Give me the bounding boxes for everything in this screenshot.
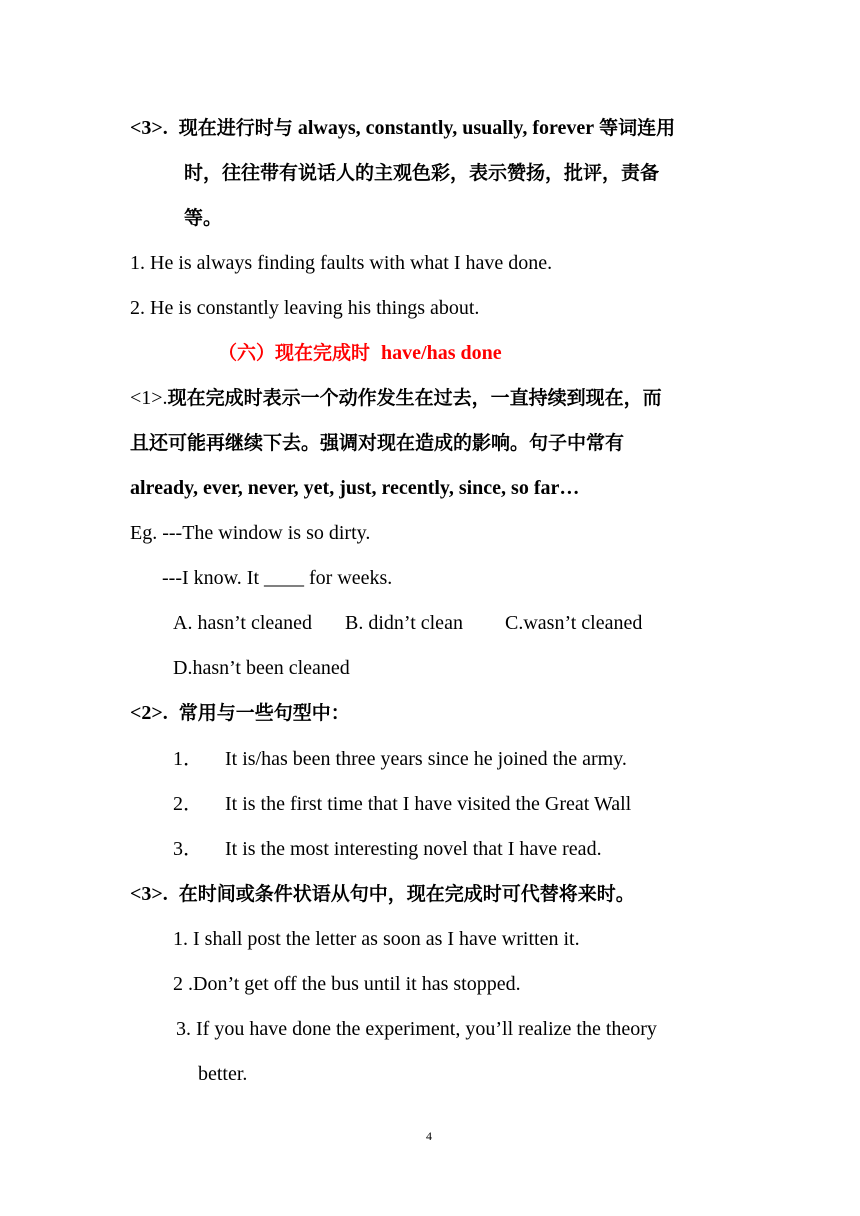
p3-text: 在时间或条件状语从句中，现在完成时可代替将来时。 [178, 883, 635, 905]
eg-line2: ---I know. It ____ for weeks. [162, 567, 393, 589]
p2-item-2 [173, 790, 631, 818]
p2-item-number: 2． [173, 793, 203, 815]
section3-label: <3>. [130, 117, 168, 139]
section3-title-line1 [130, 114, 675, 142]
p2-item-number: 1． [173, 748, 203, 770]
p3-heading [130, 880, 635, 908]
section3-example-1: 1. He is always finding faults with what I have done. [130, 252, 553, 274]
p1-keywords: already, ever, never, yet, just, recently, since, so far… [130, 477, 580, 499]
eg-option-a: A. hasn’t cleaned [173, 612, 313, 634]
p1-text-line1: 现在完成时表示一个动作发生在过去，一直持续到现在，而 [167, 387, 662, 409]
eg-line1: Eg. ---The window is so dirty. [130, 522, 371, 544]
eg-option-c: C.wasn’t cleaned [505, 612, 643, 634]
p2-heading [130, 699, 350, 727]
page-number: 4 [426, 1129, 432, 1143]
p3-label: <3>. [130, 883, 168, 905]
section3-text-cn1: 现在进行时与 [178, 117, 293, 139]
p1-label: <1>. [130, 387, 168, 409]
p2-item-1 [173, 745, 627, 773]
p3-item-1: 1. I shall post the letter as soon as I have written it. [173, 928, 580, 950]
section3-title-line2: 时，往往带有说话人的主观色彩，表示赞扬，批评，责备 [184, 162, 660, 184]
p2-item-text: It is/has been three years since he joined the army. [225, 748, 627, 770]
p2-item-number: 3． [173, 838, 203, 860]
p2-item-text: It is the first time that I have visited the Great Wall [225, 793, 632, 815]
section3-title-line3: 等。 [184, 207, 223, 229]
p3-item-3: 3. If you have done the experiment, you’ll realize the theory [176, 1018, 657, 1040]
section3-text-cn2: 等词连用 [599, 117, 676, 139]
p1-line1 [130, 384, 662, 412]
section6-heading-en: have/has done [381, 342, 502, 364]
p2-text: 常用与一些句型中： [178, 702, 350, 724]
p2-label: <2>. [130, 702, 168, 724]
p2-item-3 [173, 835, 602, 863]
p3-item-2: 2 .Don’t get off the bus until it has stopped. [173, 973, 521, 995]
section6-heading [218, 339, 502, 367]
p1-line2: 且还可能再继续下去。强调对现在造成的影响。句子中常有 [130, 432, 625, 454]
section3-example-2: 2. He is constantly leaving his things about. [130, 297, 480, 319]
section3-keywords: always, constantly, usually, forever [297, 117, 595, 139]
p3-item-3-continued: better. [198, 1063, 248, 1085]
p2-item-text: It is the most interesting novel that I have read. [225, 838, 602, 860]
section6-heading-cn: （六）现在完成时 [218, 342, 371, 364]
eg-option-d: D.hasn’t been cleaned [173, 657, 350, 679]
eg-option-b: B. didn’t clean [345, 612, 463, 634]
